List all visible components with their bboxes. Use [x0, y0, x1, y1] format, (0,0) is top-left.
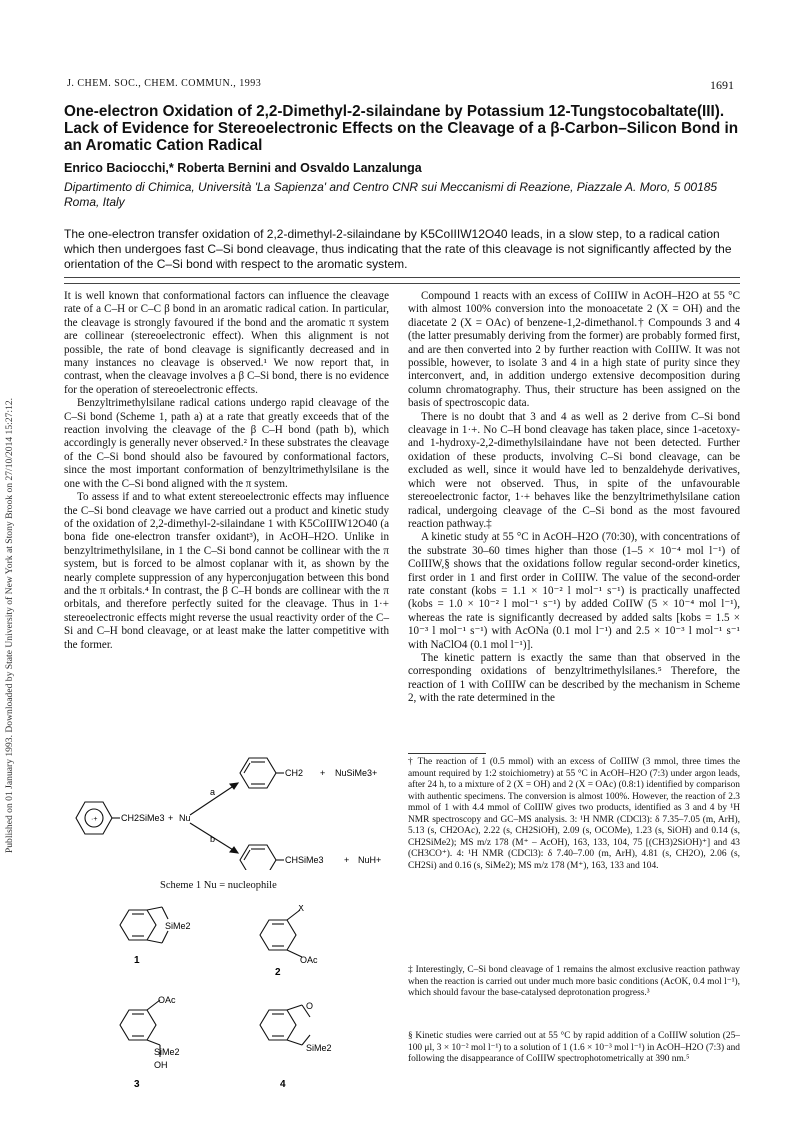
download-side-note	[3, 160, 17, 1090]
plus-sign: +	[168, 813, 174, 823]
structure-2-oac-label: OAc	[300, 955, 318, 965]
abstract-rule-top	[64, 277, 740, 278]
reactant-label: CH2SiMe3	[121, 813, 165, 823]
structure-3-si-label: SiMe2	[154, 1047, 180, 1057]
article-title: One-electron Oxidation of 2,2-Dimethyl-2-silaindane by Potassium 12-Tungstocobaltate(III). Lack of Evidence for Stereoelectronic Effects on the Cleavage of a β-Carbon–Silicon Bond in an Aromatic Cation Radical	[64, 103, 739, 154]
footnote-rule	[408, 753, 486, 754]
structure-3-oac-label: OAc	[158, 995, 176, 1005]
paragraph: The kinetic pattern is exactly the same than that observed in the corresponding oxidations of benzyltrimethylsilanes.⁵ Therefore, the reaction of 1 with CoIIIW can be described by the mechanism in Scheme 2, with the rate determined in the	[408, 651, 740, 705]
plus-sign: +	[320, 768, 326, 778]
paragraph: There is no doubt that 3 and 4 as well as 2 derive from C–Si bond cleavage in 1·+. No C–H bond cleavage has taken place, since 1-acetoxy- and 1-hydroxy-2,2-dimethylsilaindane have not been detected. Further oxidation of these products, involving C–Si bond cleavage, can be excluded as well, since it would have led to benzaldehyde derivatives, which were not observed. Thus, in spite of the unfavourable stereoelectronic factor, 1·+ behaves like the benzyltrimethylsilane cation radical, undergoing cleavage of the C–Si bond as the most favoured reaction pathway.‡	[408, 410, 740, 530]
structure-2-number: 2	[275, 967, 281, 978]
left-column	[64, 290, 389, 652]
structure-3-number: 3	[134, 1079, 140, 1090]
author-list: Enrico Baciocchi,* Roberta Bernini and Osvaldo Lanzalunga	[64, 161, 422, 175]
scheme-caption: Scheme 1 Nu = nucleophile	[160, 880, 277, 891]
page-number: 1691	[710, 78, 734, 92]
path-a-label: a	[210, 787, 216, 797]
footnote-double-dagger: ‡ Interestingly, C–Si bond cleavage of 1 remains the almost exclusive reaction pathway when the reaction is carried out under much more basic conditions (AcOK, 0.4 mol l⁻¹), which should favour the base-catalysed deprotonation progress.³	[408, 965, 740, 998]
product-b2-label: NuH+	[358, 855, 382, 865]
structure-1-si-label: SiMe2	[165, 921, 191, 931]
abstract-rule-bottom	[64, 283, 740, 284]
product-a2-label: NuSiMe3+	[335, 768, 378, 778]
footnote-section: § Kinetic studies were carried out at 55 °C by rapid addition of a CoIIIW solution (25–100 μl, 3 × 10⁻² mol l⁻¹) to a solution of 1 (1.6 × 10⁻³ mol l⁻¹) in AcOH–H2O (7:3) and following the disappearance of CoIIIW spectrophotometrically at 390 nm.⁵	[408, 1031, 740, 1064]
structure-2-x-label: X	[298, 905, 305, 913]
structure-1-number: 1	[134, 955, 140, 966]
path-b-label: b	[210, 834, 216, 844]
structure-4-o-label: O	[306, 1001, 314, 1011]
right-column	[408, 290, 740, 706]
paragraph: It is well known that conformational factors can influence the cleavage rate of a C–H or C–C β bond in an aromatic radical cation. In particular, the cleavage is strongly favoured if the bond and the aromatic π system are collinear (stereoelectronic effect). When this alignment is not possible, the rate of bond cleavage is significantly decreased and in many instances no cleavage is observed.¹ We now report that, in contrast, when the cleavage involves a β C–Si bond, there is no evidence for the operation of stereoelectronic effects.	[64, 290, 389, 396]
nucleophile-label: Nu	[179, 813, 191, 823]
radical-cation-mark: ·+	[91, 816, 98, 823]
scheme-1-diagram	[60, 740, 400, 870]
plus-sign: +	[344, 855, 350, 865]
structures-diagram	[110, 905, 370, 1115]
structure-4-si-label: SiMe2	[306, 1043, 332, 1053]
running-header	[67, 78, 734, 92]
paragraph: To assess if and to what extent stereoelectronic effects may influence the C–Si bond cleavage we have carried out a product and kinetic study of the oxidation of 2,2-dimethyl-2-silaindane 1 with K5CoIIIW12O40 (a bona fide one-electron transfer oxidant³), in AcOH–H2O. Unlike in benzyltrimethylsilane, in 1 the C–Si bond cannot be collinear with the π system, but is forced to be almost coplanar with it, as shown by the nearly complete suppression of any hyperconjugation between this bond and the π orbitals.⁴ In contrast, the β C–H bonds are collinear with the π orbitals, and therefore perfectly suited for the cleavage. Thus in 1·+ stereoelectronic effects might reverse the usual reactivity order of the C–Si and C–H bond cleavage, or at least make the latter competitive with the former.	[64, 491, 389, 651]
footnote-dagger: † The reaction of 1 (0.5 mmol) with an excess of CoIIIW (3 mmol, three times the amount required by 1:2 stoichiometry) at 55 °C in AcOH–H2O (7:3) under argon leads, after 24 h, to a mixture of 2 (X = OH) and 2 (X = OAc) (0.8:1) identified by comparison with authentic specimens. The conversion is almost 100%. However, the reaction of 2.3 mmol of 1 with 4.4 mmol of CoIIIW gives two products, identified as 3 and 4 by ¹H NMR spectroscopy and GC–MS analysis. 3: ¹H NMR (CDCl3): δ 7.35–7.05 (m, ArH), 5.13 (s, CH2OAc), 2.22 (s, CH2SiOH), 2.09 (s, OCOMe), 1.23 (s, SiOH) and 0.14 (s, CH2SiMe2); MS m/z 178 (M⁺ – AcOH), 163, 133, 104, 75 [(CH3)2SiOH)⁺] and 43 (CH3CO⁺). 4: ¹H NMR (CDCl3): δ 7.40–7.00 (m, ArH), 4.81 (s, CH2O), 2.06 (s, CH2Si) and 0.16 (s, SiMe2); MS m/z 178 (M⁺), 163, 133 and 104.	[408, 757, 740, 871]
side-note-text: Published on 01 January 1993. Downloaded by State University of New York at Stony Brook on 27/10/2014 15:27:12.	[4, 397, 16, 853]
paragraph: A kinetic study at 55 °C in AcOH–H2O (70:30), with concentrations of the substrate 30–60 times higher than those (1–5 × 10⁻⁴ mol l⁻¹) of CoIIIW,§ shows that the oxidations follow regular second-order kinetics, first order in 1 and first order in CoIIIW. The value of the second-order rate constant (kobs = 1.1 × 10⁻² l mol⁻¹ s⁻¹) is practically unaffected (kobs = 1.0 × 10⁻² l mol⁻¹ s⁻¹) by added CoIIW (5 × 10⁻⁴ mol l⁻¹), whereas the rate is significantly decreased by added salts [kobs = 1.5 × 10⁻³ l mol⁻¹ s⁻¹) with AcONa (0.1 mol l⁻¹) and 2.5 × 10⁻³ l mol⁻¹ s⁻¹ with NaClO4 (0.1 mol l⁻¹)].	[408, 531, 740, 651]
product-a-label: CH2	[285, 768, 304, 778]
affiliation: Dipartimento di Chimica, Università 'La Sapienza' and Centro CNR sui Meccanismi di Reazione, Piazzale A. Moro, 5 00185 Roma, Italy	[64, 180, 718, 209]
journal-name: J. CHEM. SOC., CHEM. COMMUN., 1993	[67, 78, 262, 89]
structure-4-number: 4	[280, 1079, 286, 1090]
abstract: The one-electron transfer oxidation of 2,2-dimethyl-2-silaindane by K5CoIIIW12O40 leads, in a slow step, to a radical cation which then undergoes fast C–Si bond cleavage, thus indicating that the rate of this cleavage is not significantly affected by the orientation of the C–Si bond with respect to the aromatic system.	[64, 227, 732, 272]
paragraph: Benzyltrimethylsilane radical cations undergo rapid cleavage of the C–Si bond (Scheme 1, path a) at a rate that greatly exceeds that of the reaction involving the cleavage of the β C–H bond (path b), which accordingly is generally never observed.² In these substrates the cleavage of the C–Si bond should also be favoured by conformational factors, since the most important conformation of benzyltrimethylsilane is the one with the C–Si bond aligned with the π system.	[64, 397, 389, 490]
paragraph: Compound 1 reacts with an excess of CoIIIW in AcOH–H2O at 55 °C with almost 100% conversion into the monoacetate 2 (X = OH) and the diacetate 2 (X = OAc) of benzene-1,2-dimethanol.† Compounds 3 and 4 (the latter presumably deriving from the former) are probably formed first, and are then converted into 2 by further reaction with CoIIIW. It was not possible, however, to isolate 3 and 4 in a high state of purity since they interconvert, and, in addition undergo extensive decomposition during column chromatography. Thus, their structure has been assigned on the basis of spectroscopic data.	[408, 290, 740, 410]
product-b-label: CHSiMe3	[285, 855, 324, 865]
structure-3-oh-label: OH	[154, 1060, 168, 1070]
